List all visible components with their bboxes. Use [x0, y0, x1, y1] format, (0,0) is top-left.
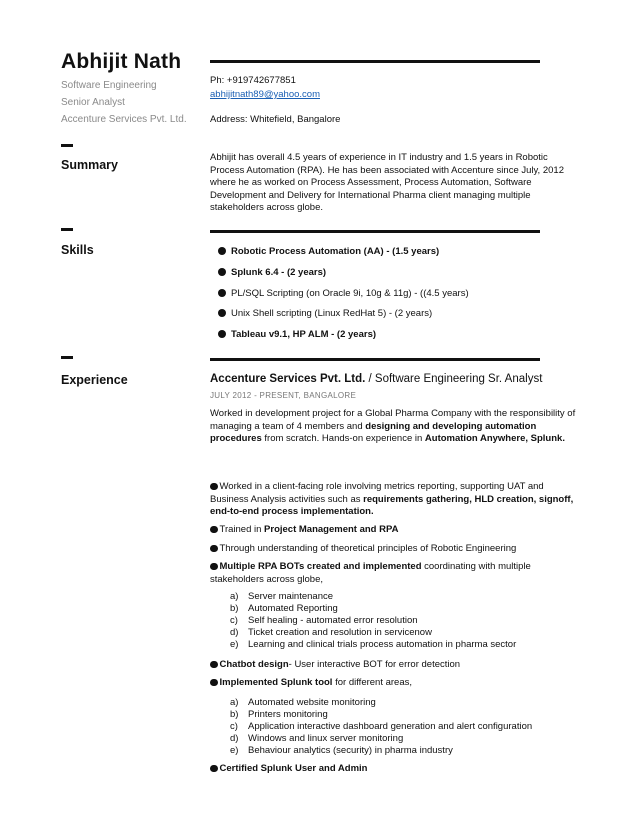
- list-item: b) Automated Reporting: [230, 603, 338, 614]
- list-item: b) Printers monitoring: [230, 709, 328, 720]
- list-item: a) Automated website monitoring: [230, 697, 376, 708]
- candidate-name: Abhijit Nath: [61, 50, 182, 73]
- list-item: d) Ticket creation and resolution in servicenow: [230, 627, 432, 638]
- experience-bullet: Through understanding of theoretical principles of Robotic Engineering: [210, 543, 580, 556]
- skill-item: Robotic Process Automation (AA) - (1.5 years): [218, 246, 439, 257]
- summary-text: Abhijit has overall 4.5 years of experience in IT industry and 1.5 years in Robotic Process Automation (RPA). He has been associated with Accenture since July, 2012 where he as worked on Process Assessment, Process Automation, Software Development and Delivery for International Pharma client managing multiple stakeholders across globe.: [210, 152, 564, 213]
- experience-rule-left: [61, 356, 73, 359]
- bullet-icon: [210, 545, 218, 553]
- header-rule: [210, 60, 540, 63]
- summary-rule: [61, 144, 73, 147]
- job-date: JULY 2012 - PRESENT, BANGALORE: [210, 391, 357, 400]
- skill-item: Splunk 6.4 - (2 years): [218, 267, 326, 278]
- bullet-icon: [218, 309, 226, 317]
- experience-heading: Experience: [61, 373, 128, 387]
- skill-item: PL/SQL Scripting (on Oracle 9i, 10g & 11g) - ((4.5 years): [218, 288, 469, 299]
- job-intro: Worked in development project for a Global Pharma Company with the responsibility of managing a team of 4 members and designing and developing automation procedures from scratch. Hands-on experience in Automation Anywhere, Splunk.: [210, 408, 576, 444]
- experience-rule-right: [210, 358, 540, 361]
- skills-rule-left: [61, 228, 73, 231]
- address: Address: Whitefield, Bangalore: [210, 114, 341, 125]
- subtitle-line-1: Software Engineering: [61, 80, 157, 91]
- list-item: c) Self healing - automated error resolution: [230, 615, 418, 626]
- experience-bullet: Implemented Splunk tool for different areas,: [210, 677, 580, 690]
- skill-item: Tableau v9.1, HP ALM - (2 years): [218, 329, 376, 340]
- bullet-icon: [218, 268, 226, 276]
- experience-bullet: Chatbot design- User interactive BOT for error detection: [210, 659, 580, 672]
- bullet-icon: [218, 289, 226, 297]
- skills-heading: Skills: [61, 243, 94, 257]
- list-item: d) Windows and linux server monitoring: [230, 733, 404, 744]
- email-link[interactable]: abhijitnath89@yahoo.com: [210, 89, 320, 100]
- bullet-icon: [210, 483, 218, 491]
- bullet-icon: [218, 330, 226, 338]
- list-item: e) Learning and clinical trials process automation in pharma sector: [230, 639, 517, 650]
- skills-rule-right: [210, 230, 540, 233]
- experience-bullet: Certified Splunk User and Admin: [210, 763, 580, 776]
- bullet-icon: [210, 661, 218, 669]
- skill-item: Unix Shell scripting (Linux RedHat 5) - (2 years): [218, 308, 432, 319]
- bullet-icon: [210, 526, 218, 534]
- bullet-icon: [210, 765, 218, 773]
- experience-bullet: Multiple RPA BOTs created and implemented coordinating with multiple stakeholders across globe,: [210, 561, 531, 585]
- list-item: e) Behaviour analytics (security) in pharma industry: [230, 745, 453, 756]
- job-title: Accenture Services Pvt. Ltd. / Software Engineering Sr. Analyst: [210, 373, 543, 385]
- bullet-icon: [210, 563, 218, 571]
- bullet-icon: [210, 679, 218, 687]
- summary-heading: Summary: [61, 158, 118, 172]
- splunk-task-list: [230, 697, 532, 757]
- subtitle-line-3: Accenture Services Pvt. Ltd.: [61, 114, 187, 125]
- experience-bullet: Trained in Project Management and RPA: [210, 524, 580, 537]
- bot-task-list: [230, 591, 516, 651]
- bullet-icon: [218, 247, 226, 255]
- phone-number: Ph: +919742677851: [210, 75, 296, 86]
- subtitle-line-2: Senior Analyst: [61, 97, 125, 108]
- list-item: a) Server maintenance: [230, 591, 334, 602]
- list-item: c) Application interactive dashboard generation and alert configuration: [230, 721, 533, 732]
- experience-bullet: Worked in a client-facing role involving metrics reporting, supporting UAT and Business Analysis activities such as requirements gathering, HLD creation, signoff, end-to-end process implementation.: [210, 481, 574, 517]
